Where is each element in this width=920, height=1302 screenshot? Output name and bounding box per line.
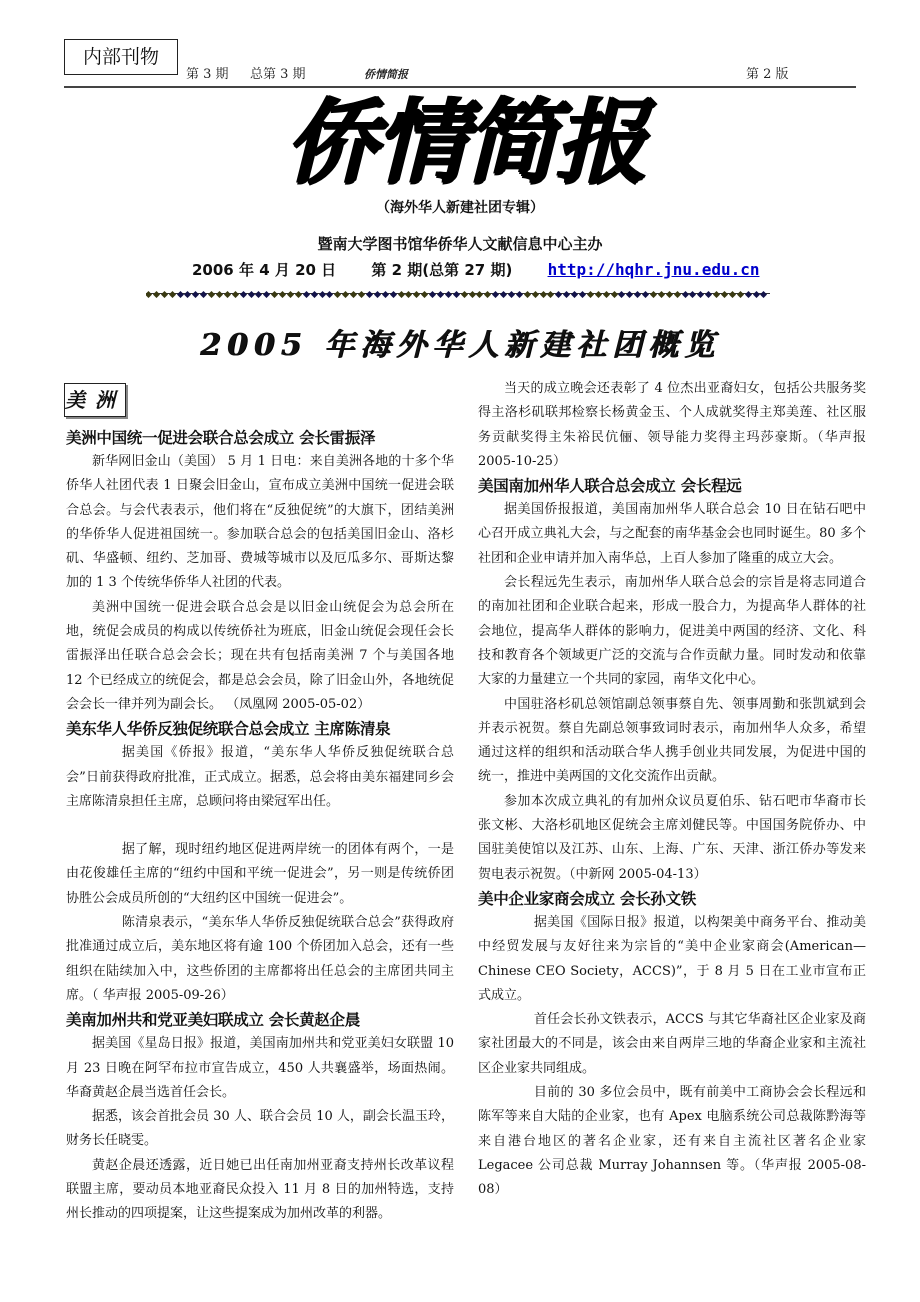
diamond-ornament [390,290,397,297]
diamond-ornament [674,290,681,297]
diamond-ornament [666,290,673,297]
diamond-ornament [295,290,302,297]
diamond-ornament [374,290,381,297]
diamond-divider [146,290,770,298]
diamond-ornament [563,290,570,297]
website-link[interactable]: http://hqhr.jnu.edu.cn [547,260,760,279]
diamond-ornament [263,290,270,297]
diamond-ornament [626,290,633,297]
sponsor-line: 暨南大学图书馆华侨华人文献信息中心主办 [317,235,603,253]
article-paragraph: 当天的成立晚会还表彰了 4 位杰出亚裔妇女，包括公共服务奖得主洛杉矶联邦检察长杨黄金玉、个人成就奖得主郑美莲、社区服务贡献奖得主朱裕民伉俪、领导能力奖得主玛莎豪斯。（华声报 2005-10-25） [478,381,866,469]
masthead-title: 侨情简报 [284,88,645,196]
diamond-ornament [421,290,428,297]
total-issue-number: 总第 3 期 [250,67,306,82]
article-paragraph: 据了解，现时纽约地区促进两岸统一的团体有两个，一是由花俊雄任主席的“纽约中国和平统一促进会”，另一则是传统侨团协胜公会成员所创的“大纽约区中国统一促进会”。 [66,842,454,906]
diamond-ornament [618,290,625,297]
diamond-ornament [713,290,720,297]
diamond-ornament [461,290,468,297]
article-headline: 美中企业家商会成立 会长孙文铁 [478,889,696,908]
article-headline: 美南加州共和党亚美妇联成立 会长黄赵企晨 [66,1011,360,1030]
diamond-ornament [437,290,444,297]
diamond-ornament [255,290,262,297]
diamond-ornament [532,290,539,297]
diamond-ornament [729,290,736,297]
diamond-ornament [287,290,294,297]
article-paragraph: 参加本次成立典礼的有加州众议员夏伯乐、钻石吧市华裔市长张文彬、大洛杉矶地区促统会主席刘健民等。中国国务院侨办、中国驻美使馆以及江苏、山东、上海、广东、天津、浙江侨办等发来贺电表示祝贺。（中新网 2005-04-13） [478,793,866,882]
diamond-ornament [429,290,436,297]
article-paragraph: 美洲中国统一促进会联合总会是以旧金山统促会为总会所在地，统促会成员的构成以传统侨社为班底，旧金山统促会现任会长雷振泽出任联合总会会长；现在共有包括南美洲 7 个与美国各地 12 个已经成立的统促会，都是总会会员，除了旧金山外，各地统促会会长一律并列为副会长。 （凤凰网 2005-05-02） [66,599,454,712]
article-paragraph: 中国驻洛杉矶总领馆副总领事蔡自先、领事周勤和张凯斌到会并表示祝贺。蔡自先副总领事致词时表示，南加州华人众多，希望通过这样的组织和活动联合华人携手创业共同发展，为促进中国的统一，推进中美两国的文化交流作出贡献。 [478,696,866,785]
issue-headline: 2005 年海外华人新建社团概览 [200,328,720,363]
article-headline: 美国南加州华人联合总会成立 会长程远 [478,477,742,496]
article-paragraph: 目前的 30 多位会员中，既有前美中工商协会会长程远和陈军等来自大陆的企业家，也有 Apex 电脑系统公司总裁陈黔海等来自港台地区的著名企业家，还有来自主流社区著名企业家 Legacee 公司总裁 Murray Johannsen 等。（华声报 2005-08-08） [478,1085,866,1198]
diamond-ornament [579,290,586,297]
diamond-ornament [169,290,176,297]
diamond-ornament [200,290,207,297]
diamond-ornament [453,290,460,297]
article-paragraph: 据美国《国际日报》报道，以构架美中商务平台、推动美中经贸发展与友好往来为宗旨的“美中企业家商会(American—Chinese CEO Society，ACCS)”，于 8 月 5 日在工业市宣布正式成立。 [478,914,866,1003]
right-column [478,377,866,1203]
issue-number: 第 3 期 [186,67,229,82]
internal-publication-label: 内部刊物 [64,39,178,75]
article-headline: 美东华人华侨反独促统联合总会成立 主席陈清泉 [66,720,391,739]
special-issue-subtitle: （海外华人新建社团专辑） [376,200,544,216]
diamond-ornament [334,290,341,297]
diamond-ornament [587,290,594,297]
diamond-ornament [405,290,412,297]
diamond-ornament [492,290,499,297]
article-paragraph: 据美国《星岛日报》报道，美国南加州共和党亚美妇女联盟 10 月 23 日晚在阿罕布拉市宣告成立，450 人共襄盛举，场面热闹。华裔黄赵企晨当选首任会长。 [66,1036,454,1100]
article-paragraph: 黄赵企晨还透露，近日她已出任南加州亚裔支持州长改革议程联盟主席，要动员本地亚裔民众投入 11 月 8 日的加州特选，支持州长推动的四项提案，让这些提案成为加州改革的利器。 [66,1157,454,1222]
diamond-ornament [689,290,696,297]
diamond-ornament [161,290,168,297]
diamond-ornament [279,290,286,297]
diamond-ornament [697,290,704,297]
article-paragraph: 据美国侨报报道，美国南加州华人联合总会 10 日在钻石吧中心召开成立典礼大会，与之配套的南华基金会也同时诞生。80 多个社团和企业申请并加入南华总，上百人参加了隆重的成立大会。 [478,502,866,566]
diamond-ornament [350,290,357,297]
diamond-ornament [705,290,712,297]
diamond-ornament [208,290,215,297]
diamond-ornament [547,290,554,297]
article-paragraph: 据美国《侨报》报道，“美东华人华侨反独促统联合总会”日前获得政府批准，正式成立。据悉，总会将由美东福建同乡会主席陈清泉担任主席，总顾问将由梁冠军出任。 [66,745,454,809]
issue-info: 第 2 期(总第 27 期) [371,261,513,279]
diamond-ornament [516,290,523,297]
diamond-ornament [326,290,333,297]
diamond-ornament [650,290,657,297]
diamond-ornament [476,290,483,297]
diamond-ornament [500,290,507,297]
diamond-ornament [358,290,365,297]
diamond-ornament [445,290,452,297]
region-label: 美洲 [64,383,126,417]
diamond-ornament [146,290,152,297]
diamond-ornament [603,290,610,297]
article-paragraph: 据悉，该会首批会员 30 人、联合会员 10 人，副会长温玉玲，财务长任晓雯。 [66,1109,454,1149]
diamond-ornament [303,290,310,297]
diamond-ornament [571,290,578,297]
diamond-ornament [555,290,562,297]
article-paragraph: 会长程远先生表示，南加州华人联合总会的宗旨是将志同道合的南加社团和企业联合起来，形成一股合力，为提高华人群体的社会地位，提高华人群体的影响力，促进美中两国的经济、文化、科技和教育各个领域更广泛的交流与合作贡献力量。同时发动和依靠大家的力量建立一个共同的家园，南华文化中心。 [478,575,866,688]
article-headline: 美洲中国统一促进会联合总会成立 会长雷振泽 [66,429,376,447]
diamond-ornament [745,290,752,297]
diamond-ornament [311,290,318,297]
article-paragraph: 陈清泉表示，“美东华人华侨反独促统联合总会”获得政府批准通过成立后，美东地区将有逾 100 个侨团加入总会，还有一些组织在陆续加入中，这些侨团的主席都将出任总会的主席团共同主席。（ 华声报 2005-09-26） [66,915,454,1003]
diamond-ornament [642,290,649,297]
diamond-ornament [737,290,744,297]
diamond-ornament [760,290,767,297]
running-title: 侨情简报 [364,68,408,81]
diamond-ornament [240,290,247,297]
diamond-ornament [595,290,602,297]
edition-label: 第 2 版 [746,67,789,82]
article-paragraph: 首任会长孙文铁表示，ACCS 与其它华裔社区企业家及商家社团最大的不同是，该会由来自两岸三地的华裔企业家和主流社区企业家共同组成。 [478,1012,866,1076]
diamond-ornament [524,290,531,297]
diamond-ornament [184,290,191,297]
diamond-ornament [634,290,641,297]
diamond-ornament [342,290,349,297]
diamond-ornament [382,290,389,297]
diamond-ornament [232,290,239,297]
diamond-ornament [508,290,515,297]
left-column [66,426,454,1227]
diamond-ornament [192,290,199,297]
article-paragraph: 新华网旧金山（美国） 5 月 1 日电：来自美洲各地的十多个华侨华人社团代表 1 日聚会旧金山，宣布成立美洲中国统一促进会联合总会。与会代表表示，他们将在“反独促统”的大旗下，团结美洲的华侨华人促进祖国统一。参加联合总会的包括美国旧金山、洛杉矶、华盛顿、纽约、芝加哥、费城等城市以及厄瓜多尔、哥斯达黎加的 1 3 个传统华侨华人社团的代表。 [66,454,454,591]
diamond-ornament [153,290,160,297]
publication-date: 2006 年 4 月 20 日 [192,261,337,279]
diamond-ornament [271,290,278,297]
diamond-ornament [413,290,420,297]
diamond-ornament [366,290,373,297]
dateline [192,259,759,281]
diamond-ornament [216,290,223,297]
diamond-ornament [721,290,728,297]
diamond-ornament [484,290,491,297]
diamond-ornament [658,290,665,297]
diamond-ornament [224,290,231,297]
